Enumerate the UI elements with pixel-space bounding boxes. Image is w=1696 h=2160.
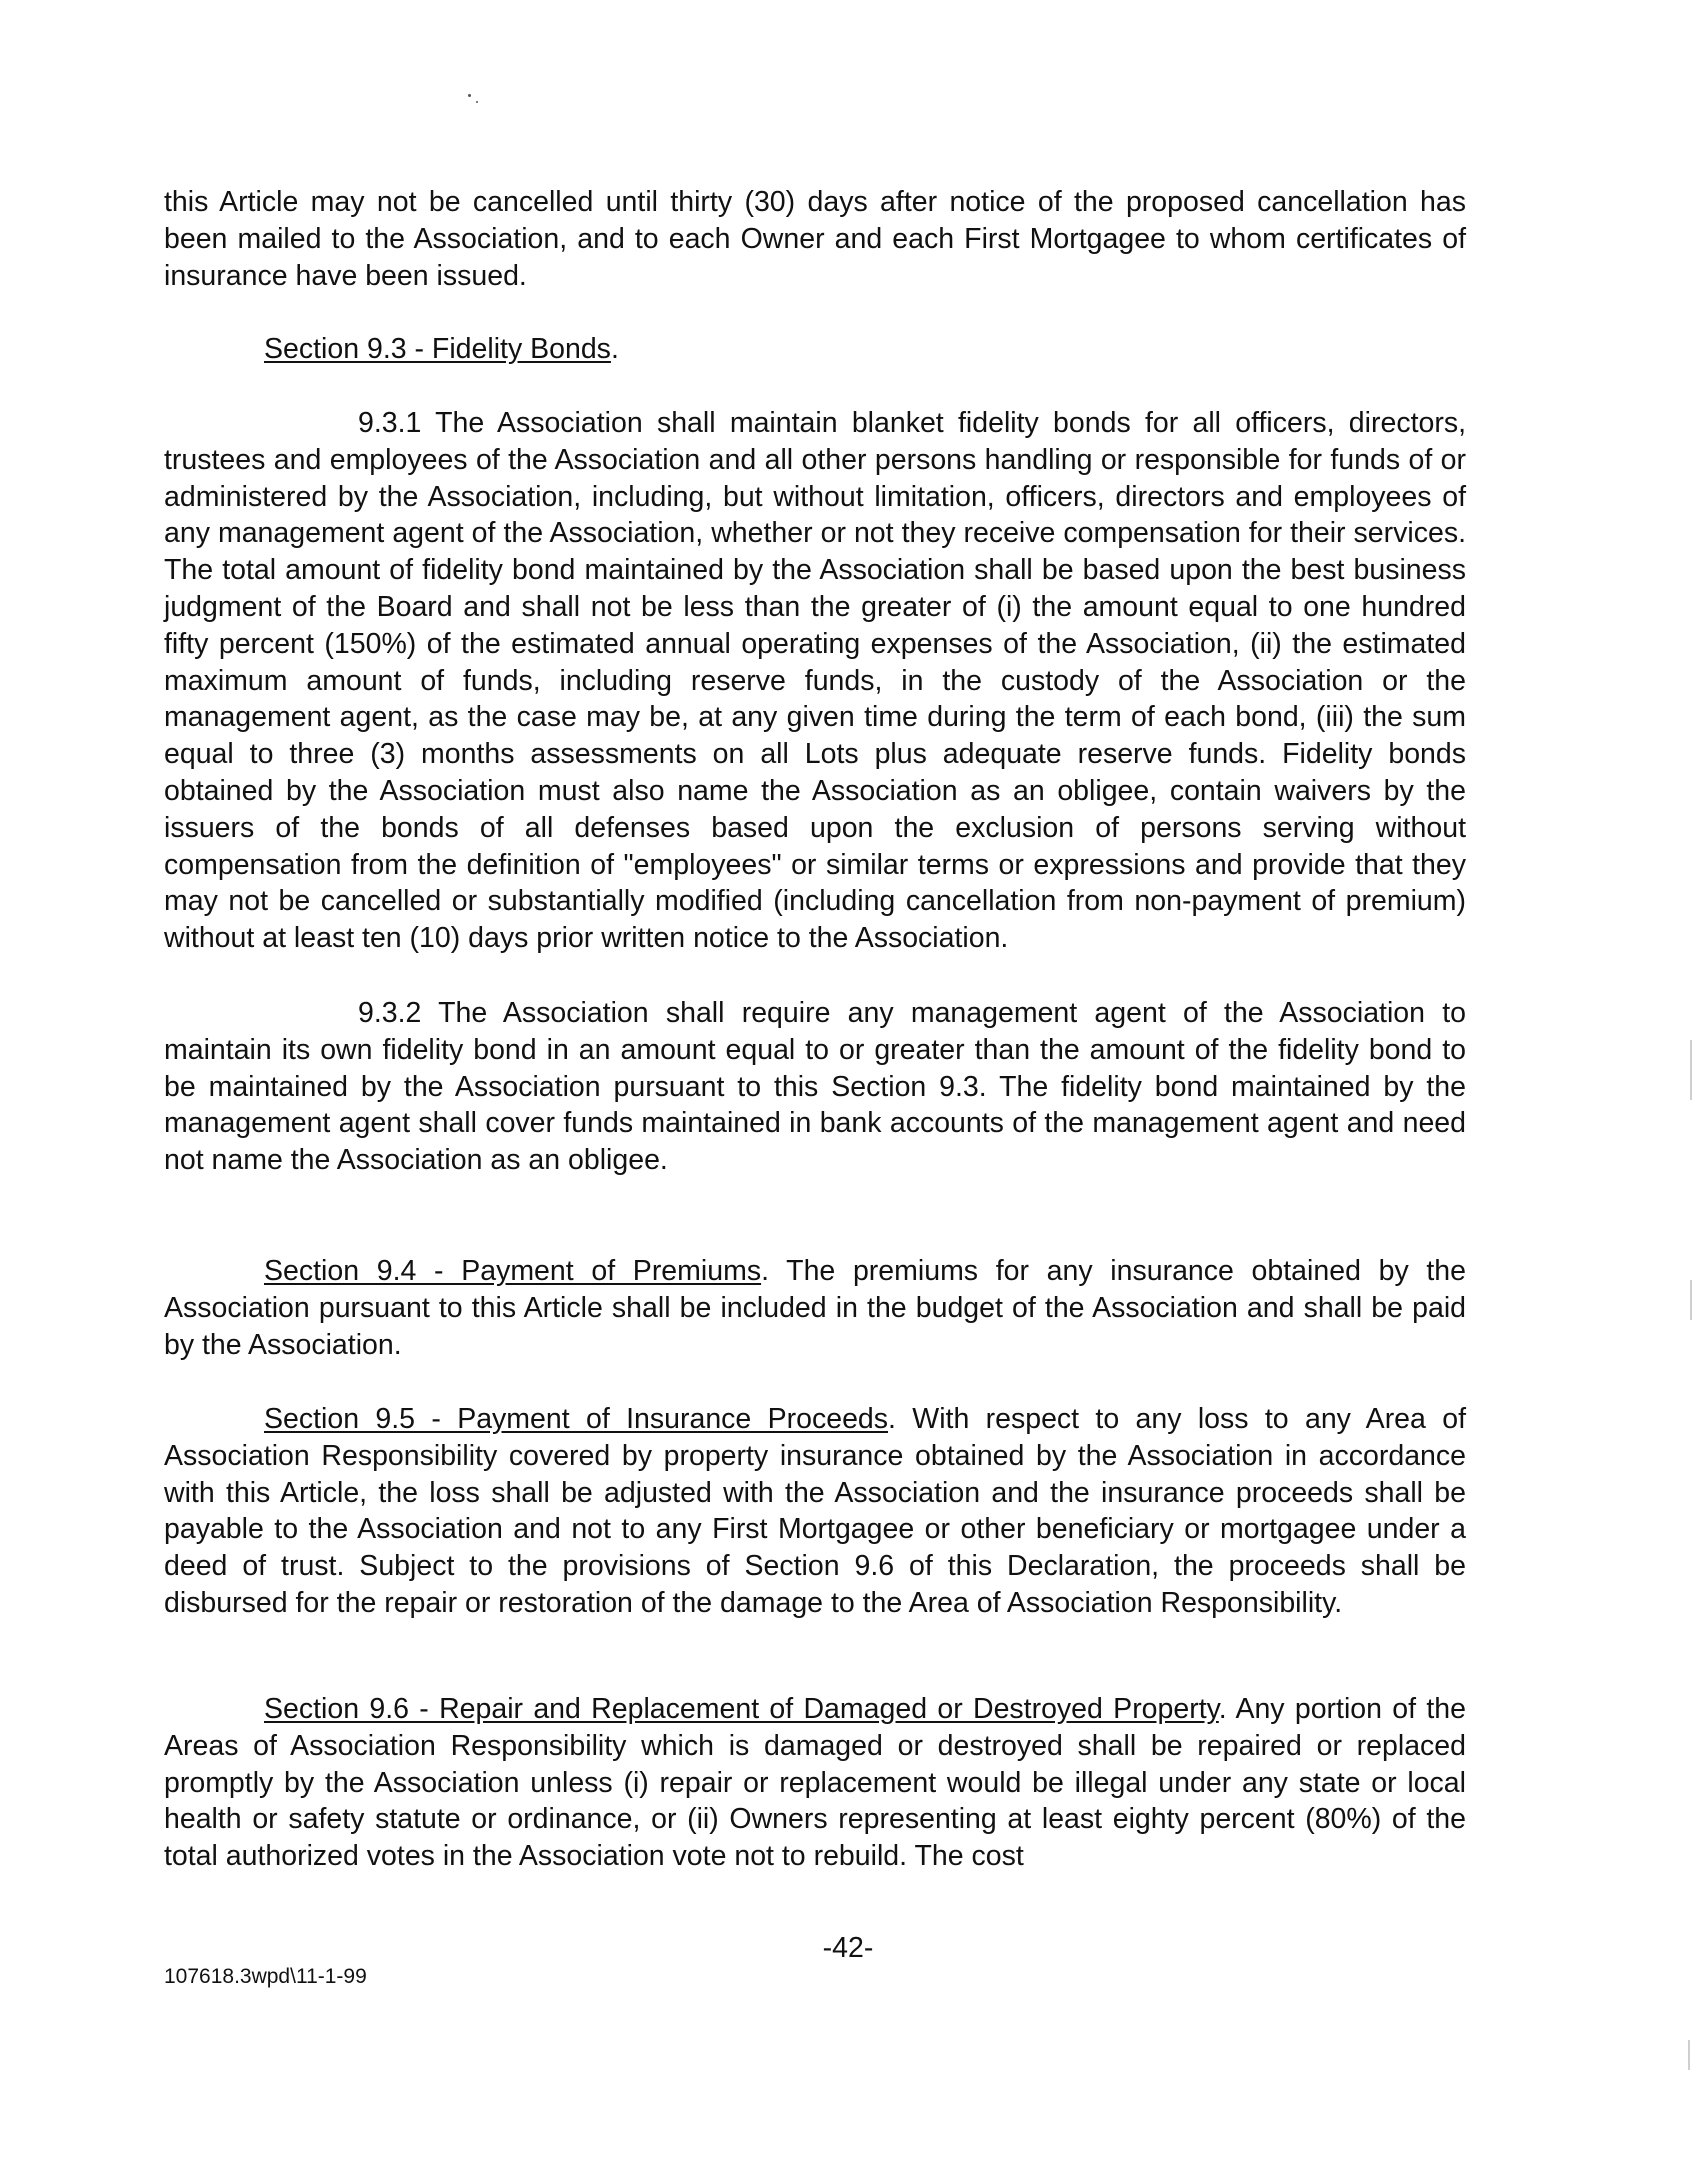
section-9-5-title: Section 9.5 - Payment of Insurance Proceeds (264, 1403, 889, 1435)
scan-edge-mark (1688, 2040, 1690, 2070)
section-9-6-body: . Any portion of the Areas of Association Responsibility which is damaged or destroyed shall be repaired or replaced promptly by the Association unless (i) repair or replacement would be illegal under any state or local health or safety statute or ordinance, or (ii) Owners representing at least eighty percent (80%) of the total authorized votes in the Association vote not to rebuild. The cost (164, 1693, 1466, 1873)
section-9-3-title-period: . (610, 333, 619, 365)
page-number: -42- (822, 1932, 874, 1964)
paragraph-9-3-2: 9.3.2 The Association shall require any management agent of the Association to maintain its own fidelity bond in an amount equal to or greater than the amount of the fidelity bond to be maintained by the Association pursuant to this Section 9.3. The fidelity bond maintained by the management agent shall cover funds maintained in bank accounts of the management agent and need not name the Association as an obligee. (164, 997, 1466, 1177)
section-9-6-title: Section 9.6 - Repair and Replacement of Damaged or Destroyed Property (264, 1693, 1219, 1725)
section-9-6-paragraph (164, 1691, 1466, 1875)
scan-edge-mark (1690, 1280, 1692, 1320)
section-9-4-paragraph (164, 1253, 1466, 1363)
scan-edge-mark (1690, 1040, 1692, 1100)
paragraph-9-3-1: 9.3.1 The Association shall maintain blanket fidelity bonds for all officers, directors, trustees and employees of the Association and all other persons handling or responsible for funds of or administered by the Association, including, but without limitation, officers, directors and employees of any management agent of the Association, whether or not they receive compensation for their services. The total amount of fidelity bond maintained by the Association shall be based upon the best business judgment of the Board and shall not be less than the greater of (i) the amount equal to one hundred fifty percent (150%) of the estimated annual operating expenses of the Association, (ii) the estimated maximum amount of funds, including reserve funds, in the custody of the Association or the management agent, as the case may be, at any given time during the term of each bond, (iii) the sum equal to three (3) months assessments on all Lots plus adequate reserve funds. Fidelity bonds obtained by the Association must also name the Association as an obligee, contain waivers by the issuers of the bonds of all defenses based upon the exclusion of persons serving without compensation from the definition of "employees" or similar terms or expressions and provide that they may not be cancelled or substantially modified (including cancellation from non-payment of premium) without at least ten (10) days prior written notice to the Association. (164, 407, 1466, 955)
section-9-4-title: Section 9.4 - Payment of Premiums (264, 1255, 762, 1287)
document-id-footer: 107618.3wpd\11-1-99 (164, 1965, 367, 1988)
scan-speck (468, 94, 471, 97)
section-9-3-heading (264, 331, 619, 368)
scan-speck (476, 101, 478, 103)
section-9-5-paragraph (164, 1401, 1466, 1622)
section-9-5-body: . With respect to any loss to any Area of Association Responsibility covered by property insurance obtained by the Association in accordance with this Article, the loss shall be adjusted with the Association and the insurance proceeds shall be payable to the Association and not to any First Mortgagee or other beneficiary or mortgagee under a deed of trust. Subject to the provisions of Section 9.6 of this Declaration, the proceeds shall be disbursed for the repair or restoration of the damage to the Area of Association Responsibility. (164, 1403, 1466, 1619)
section-9-4-body: . The premiums for any insurance obtained by the Association pursuant to this Article shall be included in the budget of the Association and shall be paid by the Association. (164, 1255, 1466, 1361)
section-9-3-title: Section 9.3 - Fidelity Bonds (264, 333, 611, 365)
intro-paragraph: this Article may not be cancelled until thirty (30) days after notice of the proposed cancellation has been mailed to the Association, and to each Owner and each First Mortgagee to whom certificates of insurance have been issued. (164, 186, 1466, 292)
